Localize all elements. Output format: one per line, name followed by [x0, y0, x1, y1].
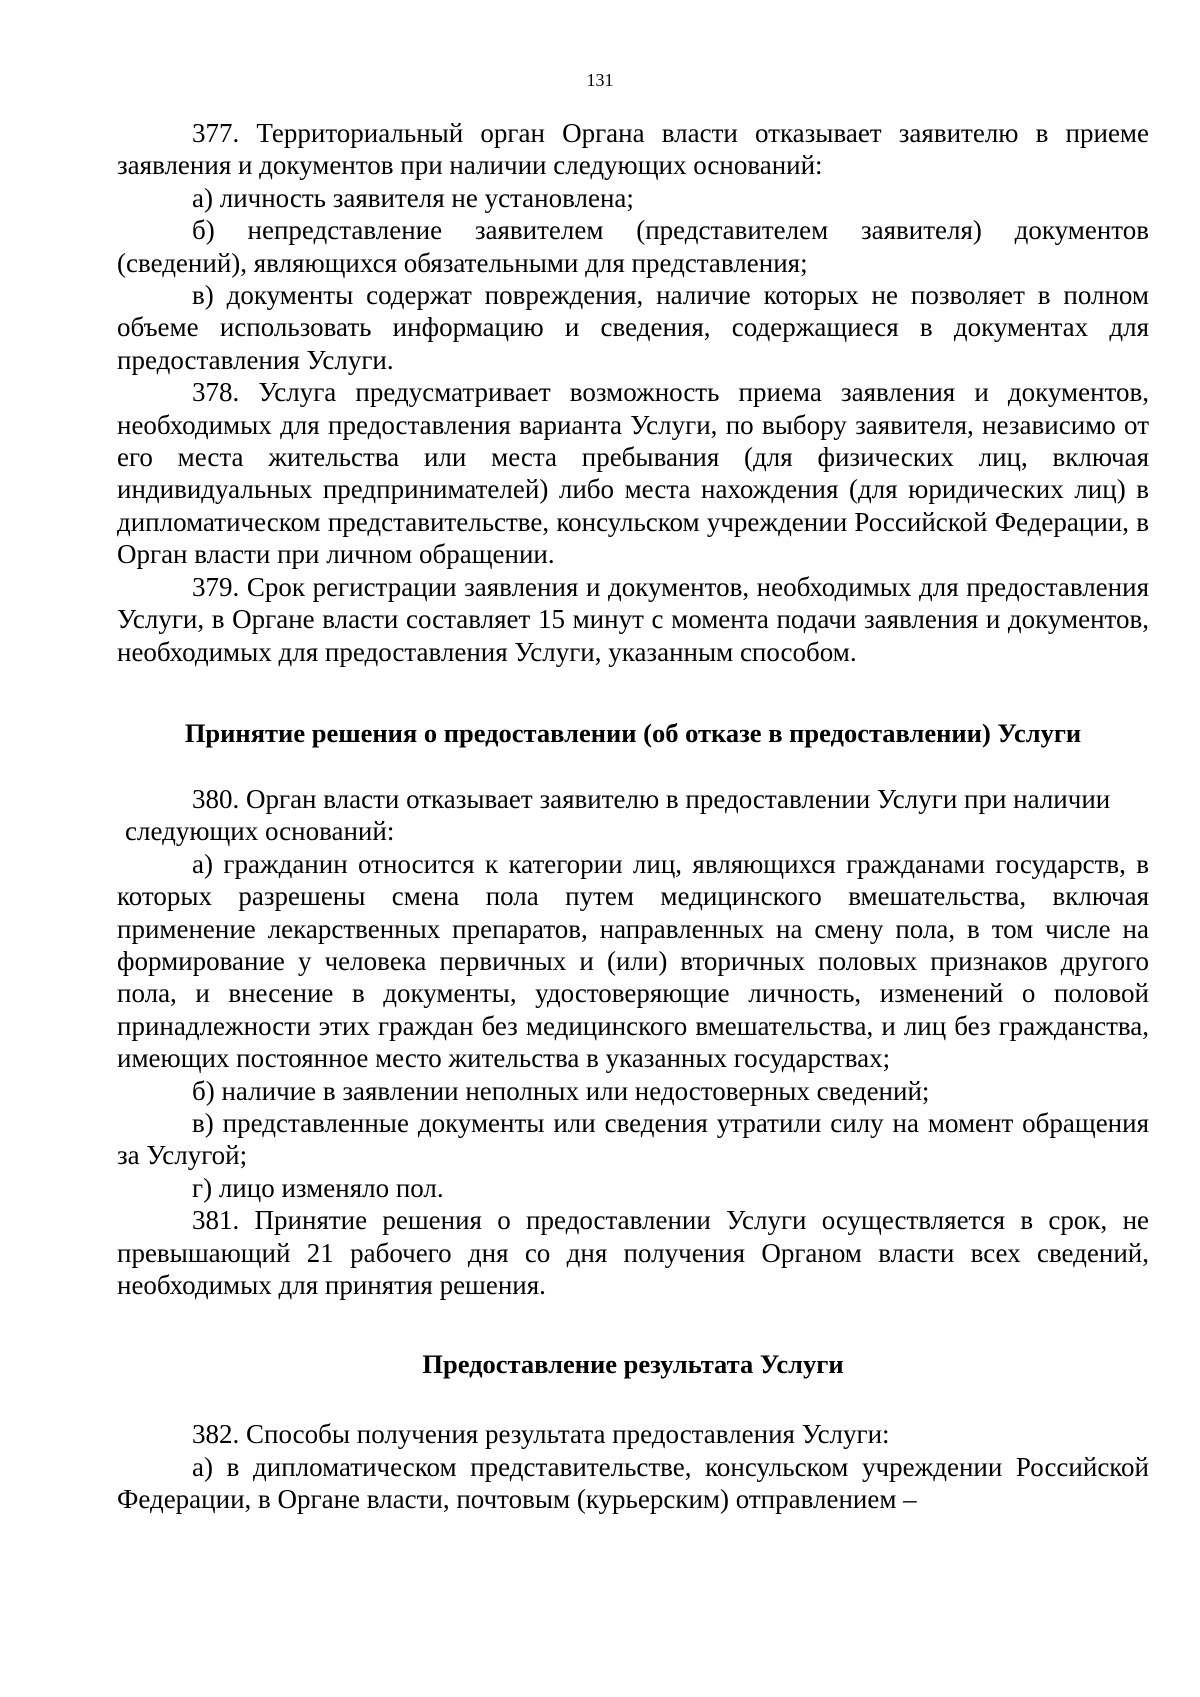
- paragraph-382: 382. Способы получения результата предоставления Услуги:: [192, 1419, 890, 1450]
- list-item-a: а) личность заявителя не установлена;: [192, 182, 634, 213]
- list-item-v: в) представленные документы или сведения утратили силу на момент обращения за Услугой;: [117, 1107, 1149, 1171]
- paragraph-380-line-1: 380. Орган власти отказывает заявителю в предоставлении Услуги при наличии: [192, 783, 1111, 814]
- document-body: [117, 117, 1149, 1516]
- list-item-b: б) наличие в заявлении неполных или недостоверных сведений;: [192, 1075, 930, 1106]
- paragraph-381: 381. Принятие решения о предоставлении Услуги осуществляется в срок, не превышающий 21 рабочего дня со дня получения Органом власти всех сведений, необходимых для принятия решения.: [117, 1205, 1149, 1300]
- list-item-b: б) непредставление заявителем (представителем заявителя) документов (сведений), являющихся обязательными для представления;: [117, 215, 1149, 278]
- page-number: 131: [586, 70, 614, 90]
- section-heading-decision: Принятие решения о предоставлении (об отказе в предоставлении) Услуги: [184, 717, 1082, 748]
- paragraph-377: 377. Территориальный орган Органа власти отказывает заявителю в приеме заявления и документов при наличии следующих оснований:: [117, 118, 1149, 181]
- list-item-v: в) документы содержат повреждения, наличие которых не позволяет в полном объеме использовать информацию и сведения, содержащиеся в документах для предоставления Услуги.: [117, 280, 1149, 375]
- list-item-a: а) гражданин относится к категории лиц, являющихся гражданами государств, в которых разрешены смена пола путем медицинского вмешательства, включая применение лекарственных препаратов, направленных на смену пола, в том числе на формирование у человека первичных и (или) вторичных половых признаков другого пола, и внесение в документы, удостоверяющие личность, изменений о половой принадлежности этих граждан без медицинского вмешательства, и лиц без гражданства, имеющих постоянное место жительства в указанных государствах;: [117, 848, 1149, 1074]
- list-item-g: г) лицо изменяло пол.: [192, 1172, 444, 1203]
- paragraph-380-line-2: следующих оснований:: [125, 816, 395, 847]
- list-item-a: а) в дипломатическом представительстве, консульском учреждении Российской Федерации, в Органе власти, почтовым (курьерским) отправлением –: [117, 1451, 1149, 1515]
- paragraph-378: 378. Услуга предусматривает возможность приема заявления и документов, необходимых для предоставления варианта Услуги, по выбору заявителя, независимо от его места жительства или места пребывания (для физических лиц, включая индивидуальных предпринимателей) либо места нахождения (для юридических лиц) в дипломатическом представительстве, консульском учреждении Российской Федерации, в Орган власти при личном обращении.: [117, 377, 1149, 570]
- section-heading-result: Предоставление результата Услуги: [422, 1349, 844, 1380]
- paragraph-379: 379. Срок регистрации заявления и документов, необходимых для предоставления Услуги, в Органе власти составляет 15 минут с момента подачи заявления и документов, необходимых для предоставления Услуги, указанным способом.: [117, 571, 1149, 667]
